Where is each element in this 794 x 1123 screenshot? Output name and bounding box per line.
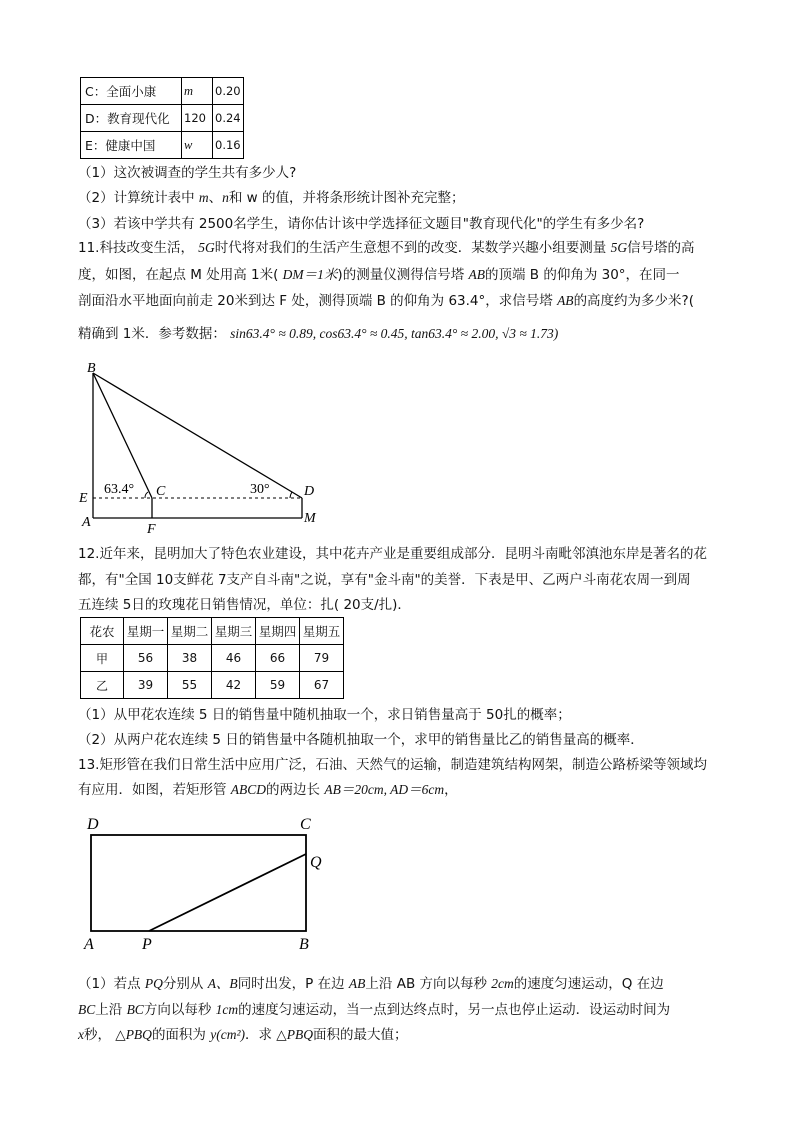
math: AB [557, 293, 574, 308]
math: PQ [144, 976, 163, 991]
math: AB [348, 976, 366, 991]
question-13-part-1-line-1 [78, 975, 664, 993]
text: 和 w 的值，并将条形统计图补充完整； [228, 190, 465, 206]
text: 的顶端 B 的仰角为 30°，在同一 [484, 267, 680, 283]
label-a: A [82, 515, 91, 530]
math: A、B [207, 976, 238, 991]
table-cell: 42 [212, 672, 256, 699]
question-12-line-1: 12.近年来，昆明加大了特色农业建设，其中花卉产业是重要组成部分．昆明斗南毗邻滇池东岸是著名的花 [78, 546, 707, 562]
table-cell: m [182, 78, 213, 105]
text: 的速度匀速运动，Q 在边 [513, 976, 664, 992]
label-c: C [300, 816, 311, 833]
table-cell: 0.24 [213, 105, 244, 132]
line-bc [93, 373, 152, 498]
question-13-line-1: 13.矩形管在我们日常生活中应用广泛，石油、天然气的运输，制造建筑结构网架，制造公路桥梁等领域均 [78, 757, 707, 773]
label-f: F [147, 522, 156, 537]
text: )的测量仪测得信号塔 [337, 267, 469, 283]
rectangle-abcd [91, 835, 306, 931]
text: 11.科技改变生活， [78, 240, 199, 256]
label-a: A [84, 936, 94, 953]
label-b: B [299, 936, 309, 953]
table-header-row [81, 618, 344, 645]
table-cell: 39 [124, 672, 168, 699]
table-cell: E：健康中国 [81, 132, 182, 159]
question-13-line-2 [78, 781, 458, 799]
text: 、 [208, 190, 223, 206]
math: 1cm [215, 1002, 239, 1017]
label-d: D [304, 484, 315, 499]
question-11-line-1 [78, 239, 695, 257]
rectangle-figure [78, 810, 338, 960]
math: PBQ [125, 1027, 152, 1042]
table-header: 星期一 [124, 618, 168, 645]
table-cell: 66 [256, 645, 300, 672]
question-11-line-2 [78, 266, 680, 284]
sales-table [80, 617, 344, 699]
tower-figure [70, 355, 340, 540]
table-cell: 79 [300, 645, 344, 672]
table-cell: C：全面小康 [81, 78, 182, 105]
reference-data: sin63.4° ≈ 0.89, cos63.4° ≈ 0.45, tan63.4° ≈ 2.00, √3 ≈ 1.73) [230, 326, 559, 341]
text: 剖面沿水平地面向前走 20米到达 F 处，测得顶端 B 的仰角为 63.4°，求信号塔 [78, 293, 558, 309]
table-cell: w [182, 132, 213, 159]
math: BC [126, 1002, 144, 1017]
text: 度，如图，在起点 M 处用高 1米( [78, 267, 283, 283]
text: 时代将对我们的生活产生意想不到的改变．某数学兴趣小组要测量 [214, 240, 611, 256]
question-11-line-4 [78, 325, 558, 343]
text: 的两边长 [266, 782, 325, 798]
text: 方向以每秒 [143, 1002, 216, 1018]
question-10-part-2 [78, 189, 465, 207]
table-cell: 0.20 [213, 78, 244, 105]
label-b: B [87, 361, 96, 376]
text: ， [444, 782, 458, 798]
question-12-part-2: （2）从两户花农连续 5 日的销售量中各随机抽取一个，求甲的销售量比乙的销售量高的概率． [78, 732, 644, 748]
segment-pq [149, 854, 306, 931]
survey-table [80, 77, 244, 159]
question-11-line-3 [78, 292, 694, 310]
question-12-part-1: （1）从甲花农连续 5 日的销售量中随机抽取一个，求日销售量高于 50扎的概率； [78, 707, 571, 723]
table-cell: 120 [182, 105, 213, 132]
math: DM＝1米 [282, 267, 338, 282]
question-13-part-1-line-3 [78, 1026, 407, 1044]
angle-arc-d [290, 492, 292, 498]
math: AB＝20cm, AD＝6cm [324, 782, 445, 797]
table-cell: 55 [168, 672, 212, 699]
table-cell: 56 [124, 645, 168, 672]
table-cell: 38 [168, 645, 212, 672]
table-row [81, 105, 244, 132]
table-cell: 67 [300, 672, 344, 699]
question-12-line-2: 都，有"全国 10支鲜花 7支产自斗南"之说，享有"金斗南"的美誉．下表是甲、乙两户斗南花农周一到周 [78, 572, 691, 588]
table-cell: 乙 [81, 672, 124, 699]
math: 5G [198, 240, 215, 255]
table-cell: 59 [256, 672, 300, 699]
question-10-part-1: （1）这次被调查的学生共有多少人? [78, 165, 297, 181]
math: ABCD [230, 782, 267, 797]
table-header: 星期五 [300, 618, 344, 645]
math: BC [78, 1002, 96, 1017]
table-row [81, 645, 344, 672]
label-q: Q [310, 854, 322, 871]
table-cell: 甲 [81, 645, 124, 672]
text: 的高度约为多少米?( [573, 293, 694, 309]
table-header: 星期二 [168, 618, 212, 645]
table-cell: 46 [212, 645, 256, 672]
math: 5G [610, 240, 628, 255]
text: 的面积为 [151, 1027, 211, 1043]
text: 信号塔的高 [627, 240, 695, 256]
math: 2cm [491, 976, 514, 991]
table-row [81, 132, 244, 159]
table-row [81, 672, 344, 699]
table-header: 花农 [81, 618, 124, 645]
text: 上沿 AB 方向以每秒 [365, 976, 492, 992]
label-e: E [79, 491, 88, 506]
text: 分别从 [162, 976, 208, 992]
text: 的速度匀速运动，当一点到达终点时，另一点也停止运动．设运动时间为 [238, 1002, 671, 1018]
table-header: 星期三 [212, 618, 256, 645]
math: y(cm²) [210, 1027, 246, 1042]
text: ．求 △ [245, 1027, 287, 1043]
table-cell: D：教育现代化 [81, 105, 182, 132]
text: （1）若点 [78, 976, 145, 992]
angle-arc-c [145, 492, 148, 498]
question-10-part-3: （3）若该中学共有 2500名学生，请你估计该中学选择征文题目"教育现代化"的学生有多少名? [78, 216, 645, 232]
table-header: 星期四 [256, 618, 300, 645]
angle-label-30: 30° [250, 482, 270, 497]
label-d: D [87, 816, 99, 833]
table-cell: 0.16 [213, 132, 244, 159]
math: AB [468, 267, 485, 282]
question-13-part-1-line-2 [78, 1001, 670, 1019]
angle-label-63: 63.4° [104, 482, 135, 497]
line-bd [93, 373, 302, 498]
math-n: n [222, 190, 229, 205]
math-m: m [198, 190, 209, 205]
table-row [81, 78, 244, 105]
math: x [78, 1027, 84, 1042]
text: 秒， △ [84, 1027, 126, 1043]
text: 面积的最大值； [312, 1027, 408, 1043]
text: 精确到 1米．参考数据： [78, 326, 231, 342]
label-p: P [142, 936, 152, 953]
text: 上沿 [95, 1002, 127, 1018]
question-12-line-3: 五连续 5日的玫瑰花日销售情况，单位：扎( 20支/扎)． [78, 597, 411, 613]
label-m: M [304, 511, 316, 526]
text: （2）计算统计表中 [78, 190, 199, 206]
text: 同时出发，P 在边 [237, 976, 349, 992]
math: PBQ [286, 1027, 313, 1042]
label-c: C [156, 484, 166, 499]
text: 有应用．如图，若矩形管 [78, 782, 231, 798]
